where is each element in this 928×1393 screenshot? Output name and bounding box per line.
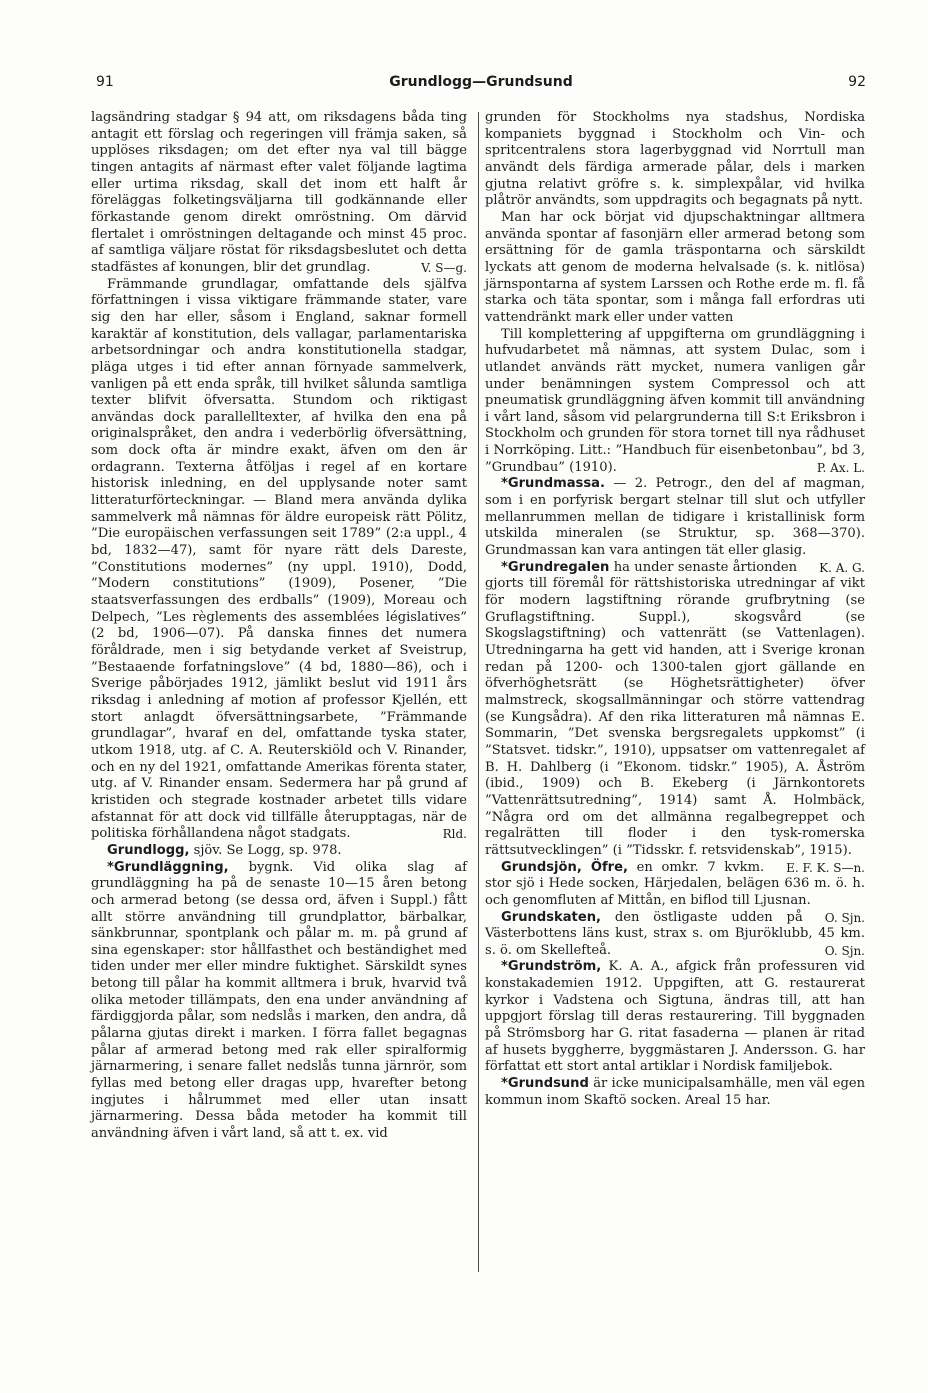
page-number-right: 92 bbox=[848, 74, 866, 90]
article-entry: *Grundström, K. A. A., afgick från professuren vid konstakademien 1912. Uppgiften, att G. restaurerat kyrkor i Vadstena och Sigtuna, ändras till, att han uppgjort förslag till deras restaurering. Till byggnaden på Strömsborg har G. ritat fasaderna — planen är ritad af husets byggherre, byggmästaren J. Andersson. G. har författat ett stort antal artiklar i Nordisk familjebok. bbox=[485, 959, 865, 1075]
article-paragraph: lagsändring stadgar § 94 att, om riksdagens båda ting antagit ett förslag och regeringen vill främja saken, så upplöses riksdagen; om det efter nya val till bägge tingen antagits af närmast efter valet följande lagtima eller urtima riksdag, skall det inom ett halft år föreläggas folketingsväljarna till godkännande eller förkastande genom direkt omröstning. Om därvid flertalet i omröstningen deltagande och minst 45 proc. af samtliga väljare röstat för riksdagsbeslutet och detta stadfästes af konungen, blir det grundlag. V. S—g. bbox=[91, 110, 467, 275]
headword: Grundskaten, bbox=[501, 909, 601, 925]
article-paragraph: grunden för Stockholms nya stadshus, Nordiska kompaniets byggnad i Stockholm och Vin- och spritcentralens stora lagerbyggnad vid Norrtull man användt dels färdiga armerade pålar, dels i marken gjutna relativt gröfre s. k. simplexpålar, vid hvilka plåtrör användts, som uppdragits och begagnats på nytt. bbox=[485, 110, 865, 209]
headword: *Grundsund bbox=[501, 1076, 589, 1092]
author-signature: V. S—g. bbox=[421, 260, 467, 275]
page-number-left: 91 bbox=[96, 74, 114, 90]
left-column bbox=[91, 110, 467, 1143]
author-signature: K. A. G. bbox=[819, 560, 865, 575]
article-entry: *Grundläggning, bygnk. Vid olika slag af grundläggning ha på de senaste 10—15 åren betong och armerad betong (se dessa ord, äfven i Suppl.) fått allt större användning till grundplattor, bärbalkar, sänkbrunnar, spontplank och pålar m. m. på grund af sina egenskaper: stor hållfasthet och beständighet med tiden under mer eller mindre fuktighet. Särskildt synes betong till pålar ha kommit alltmera i bruk, hvarvid två olika metoder tillämpats, den ena under användning af färdiggjorda pålar, som nedslås i marken, den andra, då pålarna gjutas direkt i marken. I förra fallet begagnas pålar af armerad betong med rak eller spiralformig järnarmering, i senare fallet nedslås tunna järnrör, som fyllas med betong eller dragas upp, hvarefter betong ingjutes i hålrummet med eller utan insatt järnarmering. Dessa båda metoder ha kommit till användning äfven i vårt land, så att t. ex. vid bbox=[91, 859, 467, 1142]
author-signature: O. Sjn. bbox=[824, 943, 865, 958]
running-title: Grundlogg—Grundsund bbox=[389, 74, 573, 90]
column-divider bbox=[478, 112, 479, 1272]
headword: *Grundläggning, bbox=[107, 859, 229, 875]
article-paragraph: Till komplettering af uppgifterna om grundläggning i hufvudarbetet må nämnas, att system Dulac, som i utlandet används rätt mycket, numera vanligen går under benämningen system Compressol och att pneumatisk grundläggning äfven kommit till användning i vårt land, såsom vid pelargrunderna till S:t Eriksbron i Stockholm och grunden för stora tornet till nya rådhuset i Norrköping. Litt.: ”Handbuch für eisenbetonbau”, bd 3, ”Grundbau” (1910). P. Ax. L. bbox=[485, 326, 865, 475]
article-entry: Grundsjön, Öfre, en omkr. 7 kvkm. stor sjö i Hede socken, Härjedalen, belägen 636 m. ö. h. och genomfluten af Mittån, en biflod till Ljusnan. O. Sjn. bbox=[485, 859, 865, 925]
author-signature: Rld. bbox=[442, 827, 467, 842]
article-paragraph: Främmande grundlagar, omfattande dels själfva författningen i vissa viktigare främmande stater, vare sig den har eller, såsom i England, saknar formell karaktär af konstitution, dels vallagar, parlamentariska arbetsordningar och andra konstitutionella stadgar, pläga utges i tid efter annan förnyade sammelverk, vanligen på ett enda språk, till hvilket sålunda samtliga texter blifvit öfversatta. Stundom och riktigast användas dock parallelltexter, af hvilka den ena på originalspråket, den andra i vederbörlig öfversättning, som dock ofta är mindre exakt, äfven om den är ordagrann. Texterna åtföljas i regel af en kortare historisk inledning, en del upplysande noter samt litteraturförteckningar. — Bland mera använda dylika sammelverk må nämnas för äldre europeisk rätt Pölitz, ”Die europäischen verfassungen seit 1789” (2:a uppl., 4 bd, 1832—47), samt för nyare rätt dels Dareste, ”Constitutions modernes” (ny uppl. 1910), Dodd, ”Modern constitutions” (1909), Posener, ”Die staatsverfassungen des erdballs” (1909), Moreau och Delpech, ”Les règlements des assemblées législatives” (2 bd, 1906—07). På danska finnes det numera föråldrade, men i sig betydande verket af Sveistrup, ”Bestaaende forfatningslove” (4 bd, 1880—86), och i Sverige påbörjades 1912, jämlikt beslut vid 1911 års riksdag i anledning af motion af professor Kjellén, ett stort anlagdt öfversättningsarbete, ”Främmande grundlagar”, hvaraf en del, omfattande tyska stater, utkom 1918, utg. af C. A. Reuterskiöld och V. Rinander, och en ny del 1921, omfattande Amerikas förenta stater, utg. af V. Rinander ensam. Sedermera har på grund af kristiden och stegrade kostnader arbetet tills vidare afstannat för att dock vid tillfälle återupptagas, när de politiska förhållandena något stadgats. Rld. bbox=[91, 276, 467, 842]
right-column bbox=[485, 110, 865, 1109]
headword: *Grundregalen bbox=[501, 559, 610, 575]
headword: *Grundström, bbox=[501, 959, 602, 975]
headword: Grundlogg, bbox=[107, 842, 190, 858]
author-signature: O. Sjn. bbox=[824, 910, 865, 925]
article-entry: *Grundregalen ha under senaste årtionden gjorts till föremål för rättshistoriska utredningar af vikt för modern lagstiftning rörande grufbrytning (se Gruflagstiftning. Suppl.), skogsvård (se Skogslagstiftning) och vattenrätt (se Vattenlagen). Utredningarna ha gett vid handen, att i Sverige kronan redan på 1200- och 1300-talen gjort gällande en öfverhöghetsrätt (se Höghetsrättigheter) öfver malmstreck, skogsallmänningar och större vattendrag (se Kungsådra). Af den rika litteraturen må nämnas E. Sommarin, ”Det svenska bergsregalets uppkomst” (i ”Statsvet. tidskr.”, 1910), uppsatser om vattenregalet af B. H. Dahlberg (i ”Ekonom. tidskr.” 1905), A. Åström (ibid., 1909) och B. Ekeberg (i Järnkontorets ”Vattenrättsutredning”, 1914) samt Å. Holmbäck, ”Några ord om det allmänna regalbegreppet och regalrätten till floder i den tysk-romerska rättsutvecklingen” (i ”Tidsskr. f. retsvidenskab”, 1915). E. F. K. S—n. bbox=[485, 559, 865, 875]
running-header bbox=[96, 74, 866, 98]
author-signature: E. F. K. S—n. bbox=[786, 860, 865, 875]
article-entry: Grundskaten, den östligaste udden på Västerbottens läns kust, strax s. om Bjuröklubb, 45 km. s. ö. om Skellefteå. O. Sjn. bbox=[485, 909, 865, 958]
article-paragraph: Man har ock börjat vid djupschaktningar alltmera använda spontar af fasonjärn eller armerad betong som ersättning för de gamla träspontarna och särskildt lyckats att genom de moderna helvalsade (s. k. nitlösa) järnspontarna af system Larssen och Rothe erde m. fl. få starka och täta spontar, som i många fall erfordras uti vattendränkt mark eller under vatten bbox=[485, 209, 865, 325]
author-signature: P. Ax. L. bbox=[816, 460, 865, 475]
headword: *Grundmassa. bbox=[501, 476, 605, 492]
article-entry: Grundlogg, sjöv. Se Logg, sp. 978. bbox=[107, 842, 342, 858]
article-entry: *Grundmassa. — 2. Petrogr., den del af magman, som i en porfyrisk bergart stelnar till slut och utfyller mellanrummen mellan de tidigare i kristallinisk form utskilda mineralen (se Struktur, sp. 368—370). Grundmassan kan vara antingen tät eller glasig. K. A. G. bbox=[485, 476, 865, 575]
headword: Grundsjön, Öfre, bbox=[501, 859, 628, 875]
article-entry: *Grundsund är icke municipalsamhälle, men väl egen kommun inom Skaftö socken. Areal 15 har. bbox=[485, 1076, 866, 1108]
